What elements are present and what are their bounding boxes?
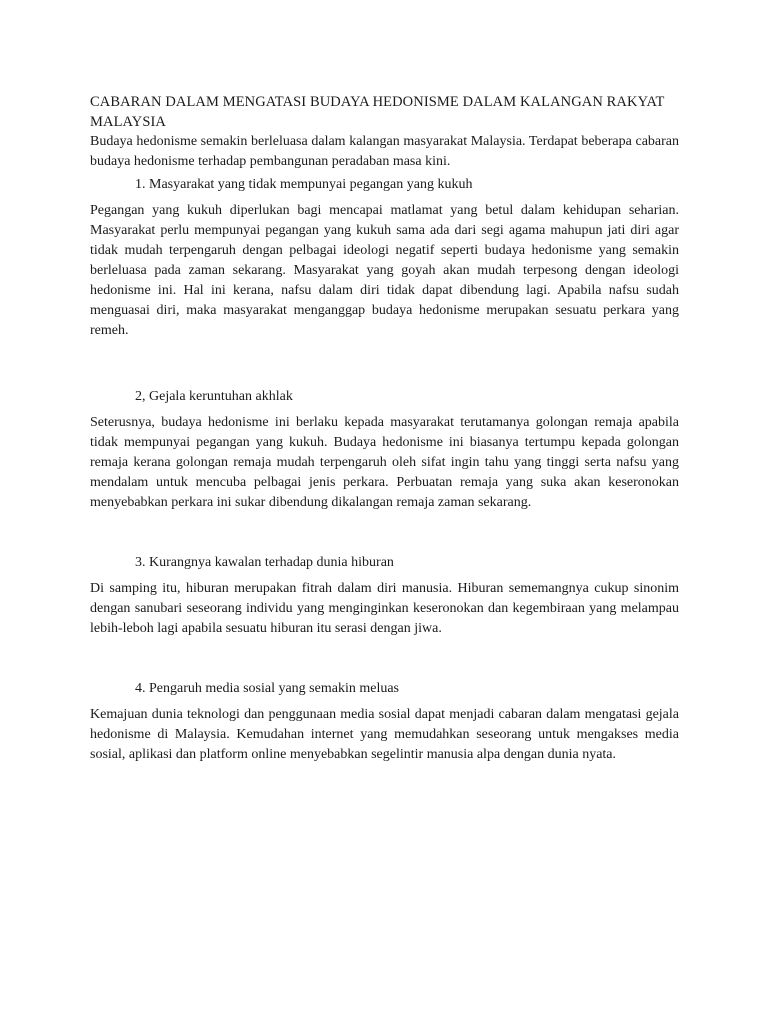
section-paragraph-2: Seterusnya, budaya hedonisme ini berlaku kepada masyarakat terutamanya golongan remaja apabila tidak mempunyai pegangan yang kukuh. Budaya hedonisme ini biasanya tertumpu kepada golongan remaja kerana golongan remaja mudah terpengaruh oleh sifat ingin tahu yang tinggi serta nafsu yang mendalam untuk mencuba pelbagai jenis perkara. Perbuatan remaja yang suka akan keseronokan menyebabkan perkara ini sukar dibendung dikalangan remaja zaman sekarang. xyxy=(90,415,679,510)
section-heading-3: 3. Kurangnya kawalan terhadap dunia hiburan xyxy=(135,555,394,570)
section-heading-2: 2, Gejala keruntuhan akhlak xyxy=(135,389,293,404)
section-heading-4: 4. Pengaruh media sosial yang semakin meluas xyxy=(135,681,399,696)
document-title: CABARAN DALAM MENGATASI BUDAYA HEDONISME DALAM KALANGAN RAKYAT MALAYSIA xyxy=(90,94,665,130)
section-heading-1: 1. Masyarakat yang tidak mempunyai pegangan yang kukuh xyxy=(135,177,473,192)
section-paragraph-3: Di samping itu, hiburan merupakan fitrah dalam diri manusia. Hiburan sememangnya cukup sinonim dengan sanubari seseorang individu yang menginginkan keseronokan dan kegembiraan yang melampau lebih-leboh lagi apabila sesuatu hiburan itu serasi dengan jiwa. xyxy=(90,581,679,636)
intro-paragraph: Budaya hedonisme semakin berleluasa dalam kalangan masyarakat Malaysia. Terdapat beberapa cabaran budaya hedonisme terhadap pembangunan peradaban masa kini. xyxy=(90,134,679,169)
section-paragraph-4: Kemajuan dunia teknologi dan penggunaan media sosial dapat menjadi cabaran dalam mengatasi gejala hedonisme di Malaysia. Kemudahan internet yang memudahkan seseorang untuk mengakses media sosial, aplikasi dan platform online menyebabkan segelintir manusia alpa dengan dunia nyata. xyxy=(90,707,679,762)
section-paragraph-1: Pegangan yang kukuh diperlukan bagi mencapai matlamat yang betul dalam kehidupan seharian. Masyarakat perlu mempunyai pegangan yang kukuh sama ada dari segi agama mahupun jati diri agar tidak mudah terpengaruh dengan pelbagai ideologi negatif seperti budaya hedonisme yang semakin berleluasa pada zaman sekarang. Masyarakat yang goyah akan mudah terpesong dengan ideologi hedonisme ini. Hal ini kerana, nafsu dalam diri tidak dapat dibendung lagi. Apabila nafsu sudah menguasai diri, maka masyarakat menganggap budaya hedonisme merupakan sesuatu perkara yang remeh. xyxy=(90,203,679,338)
